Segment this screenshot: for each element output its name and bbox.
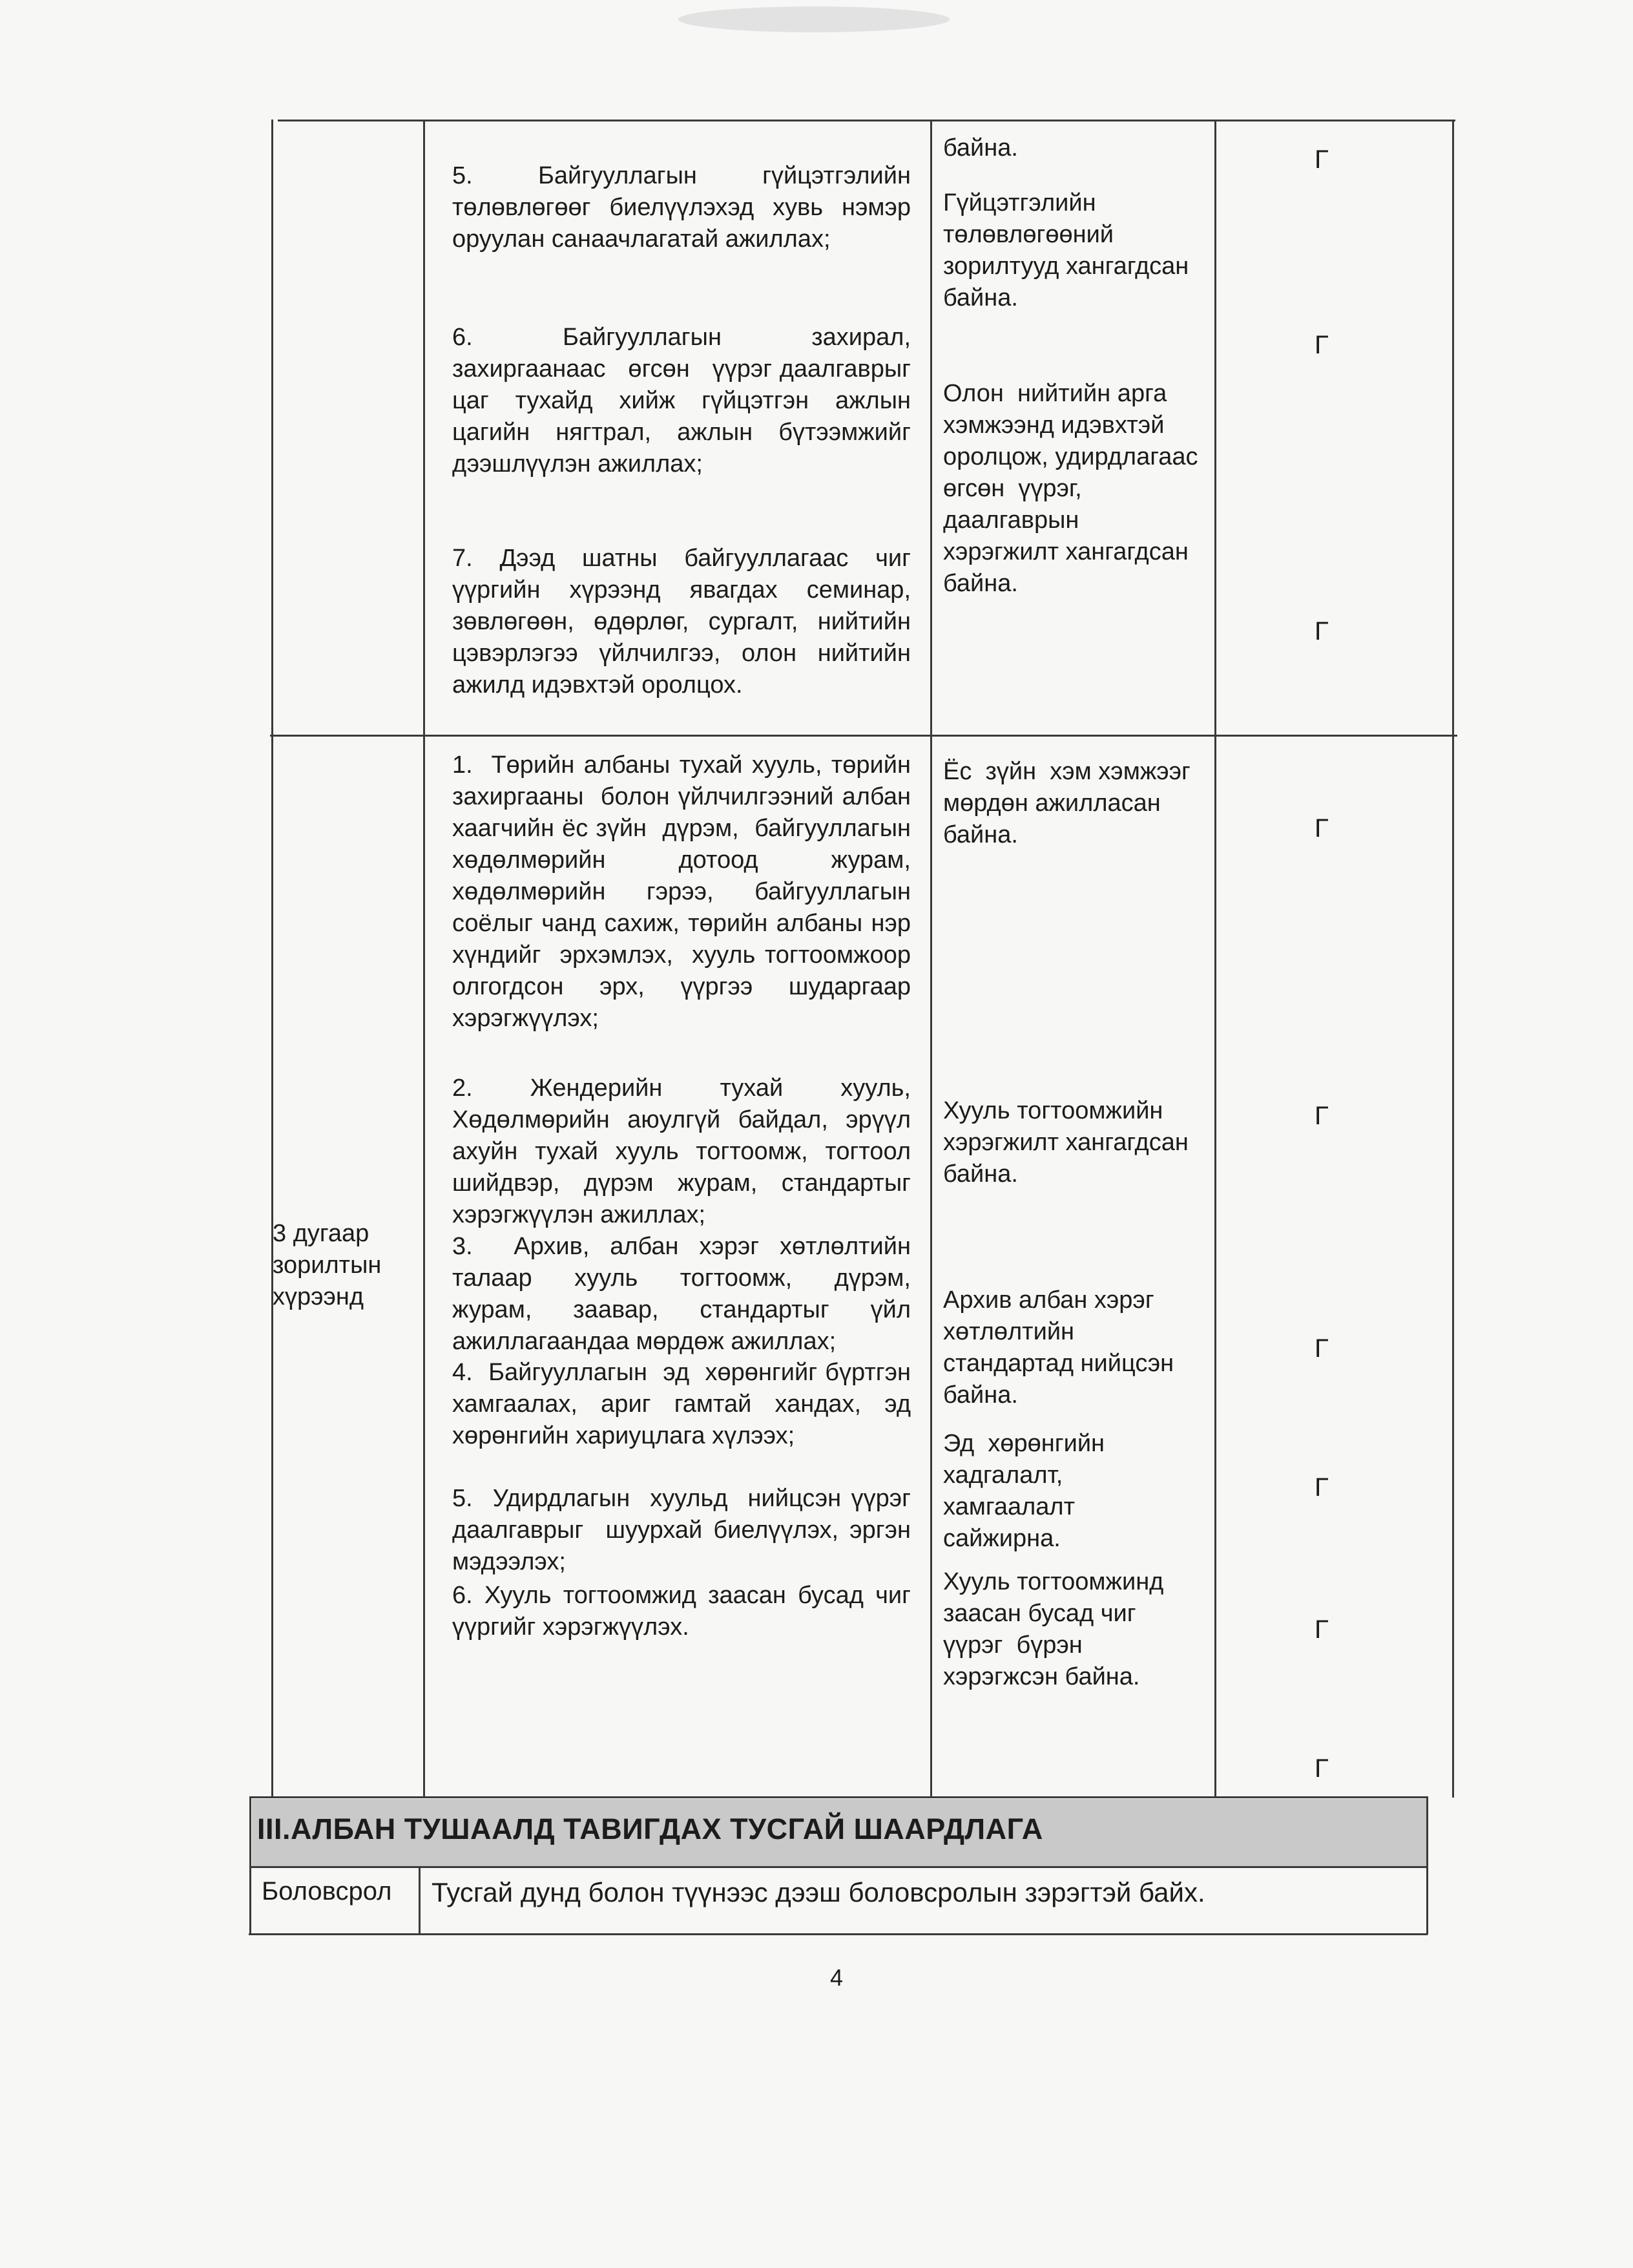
grade-mark: Г	[1315, 1473, 1329, 1502]
education-requirement: Тусгай дунд болон түүнээс дээш боловсролын зэрэгтэй байх.	[432, 1877, 1205, 1907]
grade-mark: Г	[1315, 331, 1329, 359]
result-item: Олон нийтийн арга хэмжээнд идэвхтэй оролцож, удирдлагаас өгсөн үүрэг, даалгаврын хэрэгжилт хангагдсан байна.	[943, 380, 1205, 597]
result-item: байна.	[943, 134, 1018, 162]
lower-table-left	[249, 1796, 251, 1935]
page-number: 4	[830, 1964, 844, 1991]
table-col-divider-2	[930, 120, 932, 1798]
lower-table-border-bottom	[249, 1933, 1428, 1935]
table-col-divider-3	[1214, 120, 1216, 1798]
task-item: 3. Архив, албан хэрэг хөтлөлтийн талаар хууль тогтоомж, дүрэм, журам, заавар, стандартыг үйл ажиллагаандаа мөрдөж ажиллах;	[452, 1233, 918, 1355]
objective-cell: 3 дугаар зорилтын хүрээнд	[273, 1220, 388, 1310]
result-item: Эд хөрөнгийн хадгалалт, хамгаалалт сайжирна.	[943, 1430, 1112, 1552]
result-item: Ёс зүйн хэм хэмжээг мөрдөн ажилласан байна.	[943, 758, 1198, 848]
task-item: 2. Жендерийн тухай хууль, Хөдөлмөрийн аюулгүй байдал, эрүүл ахуйн тухай хууль тогтоомж, тогтоол шийдвэр, дүрэм журам, стандартыг хэрэгжүүлэн ажиллах;	[452, 1075, 918, 1228]
grade-mark: Г	[1315, 814, 1329, 843]
grade-mark: Г	[1315, 145, 1329, 174]
task-item: 7. Дээд шатны байгууллагаас чиг үүргийн хүрээнд явагдах семинар, зөвлөгөөн, өдөрлөг, сургалт, нийтийн цэвэрлэгээ үйлчилгээ, олон нийтийн ажилд идэвхтэй оролцох.	[452, 545, 918, 698]
scan-smudge	[678, 6, 950, 32]
section-title: III.АЛБАН ТУШААЛД ТАВИГДАХ ТУСГАЙ ШААРДЛАГА	[257, 1812, 1043, 1845]
grade-mark: Г	[1315, 1334, 1329, 1363]
task-item: 6. Хууль тогтоомжид заасан бусад чиг үүргийг хэрэгжүүлэх.	[452, 1582, 918, 1641]
table-border-top	[278, 120, 1455, 121]
lower-table-border-top	[251, 1866, 1428, 1868]
grade-mark: Г	[1315, 1615, 1329, 1644]
table-border-bottom	[251, 1796, 1428, 1798]
lower-table-divider	[419, 1866, 421, 1935]
table-row-divider	[270, 735, 1457, 737]
table-col-divider-1	[423, 120, 425, 1798]
education-label: Боловсрол	[262, 1877, 392, 1906]
grade-mark: Г	[1315, 1102, 1329, 1130]
grade-mark: Г	[1315, 1754, 1329, 1783]
result-item: Хууль тогтоомжинд заасан бусад чиг үүрэг бүрэн хэрэгжсэн байна.	[943, 1568, 1170, 1690]
task-item: 5. Удирдлагын хуульд нийцсэн үүрэг даалгаврыг шуурхай биелүүлэх, эргэн мэдээлэх;	[452, 1485, 925, 1575]
result-item: Гүйцэтгэлийн төлөвлөгөөний зорилтууд хангагдсан байна.	[943, 189, 1196, 311]
task-item: 4. Байгууллагын эд хөрөнгийг бүртгэн хамгаалах, ариг гамтай хандах, эд хөрөнгийн хариуцлага хүлээх;	[452, 1359, 918, 1449]
task-item: 6. Байгууллагын захирал, захиргаанаас өгсөн үүрэг даалгаврыг цаг тухайд хийж гүйцэтгэн ажлын цагийн нягтрал, ажлын бүтээмжийг дээшлүүлэн ажиллах;	[452, 324, 918, 478]
result-item: Архив албан хэрэг хөтлөлтийн стандартад нийцсэн байна.	[943, 1286, 1181, 1409]
task-item: 5. Байгууллагын гүйцэтгэлийн төлөвлөгөөг биелүүлэхэд хувь нэмэр оруулан санаачлагатай ажиллах;	[452, 162, 918, 253]
task-item: 1. Төрийн албаны тухай хууль, төрийн захиргааны болон үйлчилгээний албан хаагчийн ёс зүйн дүрэм, байгууллагын хөдөлмөрийн дотоод журам, хөдөлмөрийн гэрээ, байгууллагын соёлыг чанд сахиж, төрийн албаны нэр хүндийг эрхэмлэх, хууль тогтоомжоор олгогдсон эрх, үүргээ шударгаар хэрэгжүүлэх;	[452, 751, 925, 1032]
table-right-border	[1452, 120, 1454, 1798]
table-left-border	[271, 120, 273, 1798]
lower-table-right	[1426, 1796, 1428, 1935]
grade-mark: Г	[1315, 617, 1329, 646]
result-item: Хууль тогтоомжийн хэрэгжилт хангагдсан байна.	[943, 1097, 1196, 1188]
